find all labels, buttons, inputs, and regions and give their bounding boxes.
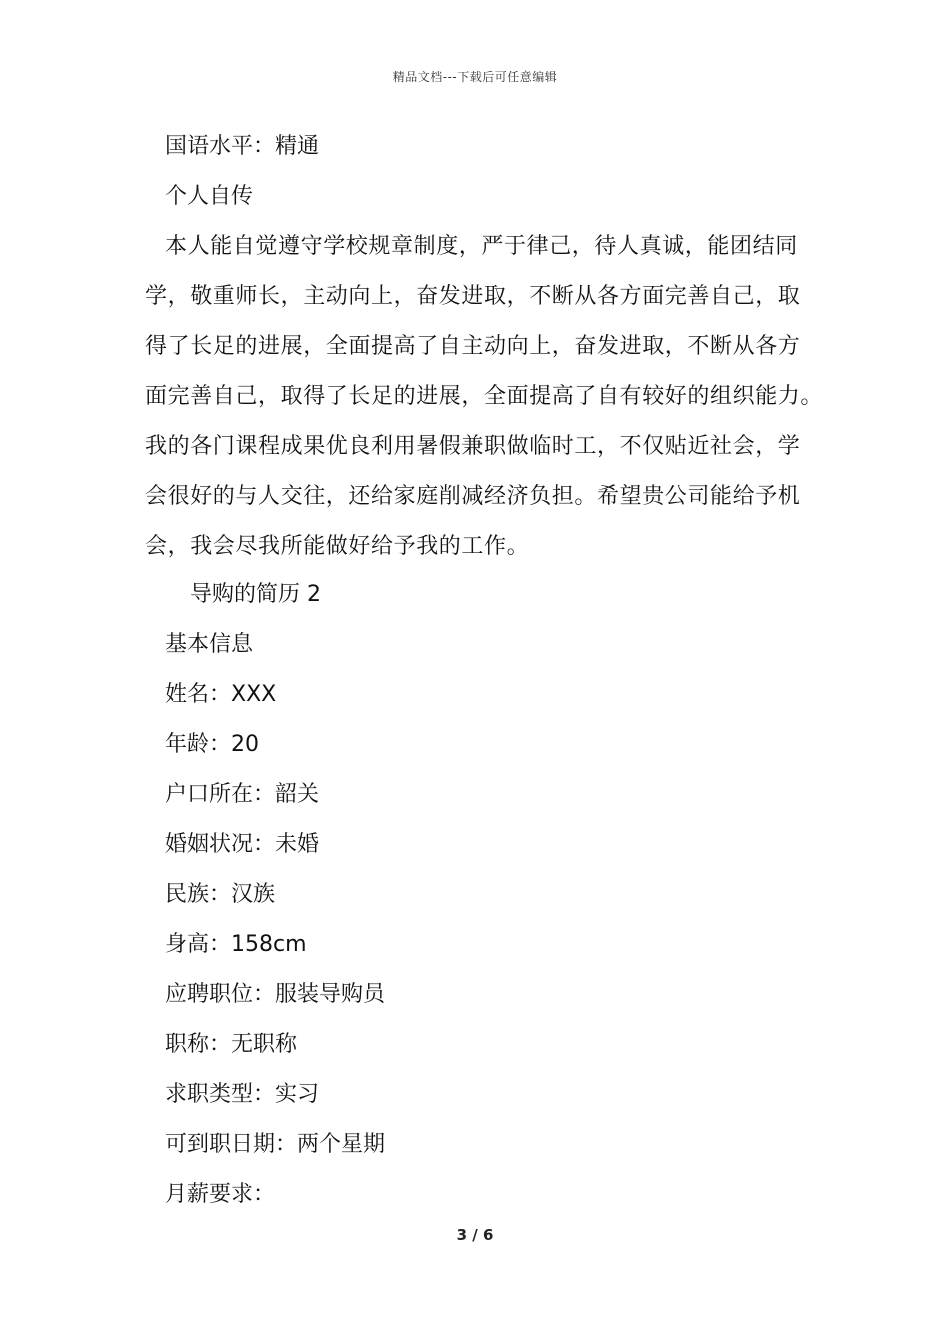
paragraph-line: 本人能自觉遵守学校规章制度，严于律己，待人真诚，能团结同 bbox=[165, 234, 798, 259]
resume-title: 导购的简历 2 bbox=[190, 582, 321, 607]
self-intro-heading: 个人自传 bbox=[165, 184, 254, 209]
ethnicity-line: 民族：汉族 bbox=[165, 882, 276, 907]
page-header: 精品文档---下载后可任意编辑 bbox=[392, 70, 558, 84]
job-type-line: 求职类型：实习 bbox=[165, 1082, 320, 1107]
paragraph-line: 我的各门课程成果优良利用暑假兼职做临时工，不仅贴近社会，学 bbox=[145, 434, 801, 459]
language-line: 国语水平：精通 bbox=[165, 134, 320, 159]
paragraph-line: 会，我会尽我所能做好给予我的工作。 bbox=[145, 534, 530, 559]
height-line: 身高：158cm bbox=[165, 932, 307, 957]
availability-line: 可到职日期：两个星期 bbox=[165, 1132, 386, 1157]
basic-info-heading: 基本信息 bbox=[165, 632, 254, 657]
title-line: 职称：无职称 bbox=[165, 1032, 298, 1057]
salary-line: 月薪要求： bbox=[165, 1182, 276, 1207]
name-line: 姓名：XXX bbox=[165, 682, 277, 707]
hukou-line: 户口所在：韶关 bbox=[165, 782, 320, 807]
marital-line: 婚姻状况：未婚 bbox=[165, 832, 320, 857]
position-line: 应聘职位：服装导购员 bbox=[165, 982, 386, 1007]
paragraph-line: 会很好的与人交往，还给家庭削减经济负担。希望贵公司能给予机 bbox=[145, 484, 801, 509]
age-line: 年龄：20 bbox=[165, 732, 259, 757]
paragraph-line: 学，敬重师长，主动向上，奋发进取，不断从各方面完善自己，取 bbox=[145, 284, 801, 309]
paragraph-line: 面完善自己，取得了长足的进展，全面提高了自有较好的组织能力。 bbox=[145, 384, 824, 409]
page-number: 3 / 6 bbox=[456, 1226, 494, 1244]
paragraph-line: 得了长足的进展，全面提高了自主动向上，奋发进取，不断从各方 bbox=[145, 334, 801, 359]
